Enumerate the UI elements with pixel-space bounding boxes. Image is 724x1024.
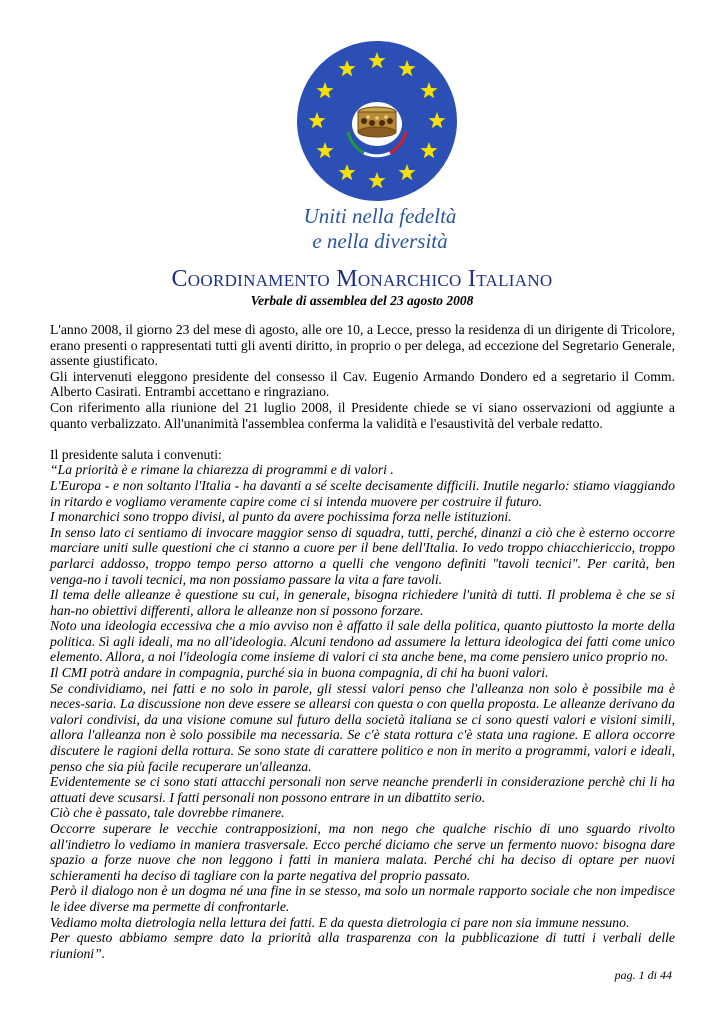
quote-paragraph: L'Europa - e non soltanto l'Italia - ha davanti a sé scelte decisamente difficili. Inutile negarlo: stiamo viaggiando in ritardo e vogliamo veramente capire come ci si intenda muovere per costruire il futuro. (50, 477, 675, 509)
motto-line-2: e nella diversità (312, 229, 448, 253)
quote-paragraph: Il CMI potrà andare in compagnia, purché sia in buona compagnia, di chi ha buoni valori. (50, 665, 549, 681)
cmi-logo (296, 40, 458, 202)
quote-paragraph: I monarchici sono troppo divisi, al punto da avere pochissima forza nelle istituzioni. (50, 509, 512, 525)
motto-line-1: Uniti nella fedeltà (303, 204, 457, 228)
iron-crown-icon (352, 102, 402, 146)
quote-paragraph: “La priorità è e rimane la chiarezza di programmi e di valori . (50, 462, 394, 478)
paragraph-greeting: Il presidente saluta i convenuti: (50, 446, 222, 462)
quote-paragraph: Per questo abbiamo sempre dato la priorità alla trasparenza con la pubblicazione di tutti i verbali delle riunioni”. (50, 930, 675, 961)
quote-paragraph: In senso lato ci sentiamo di invocare maggior senso di squadra, tutti, perché, dinanzi a ciò che è esterno occorre marciare uniti sulle questioni che ci stanno a cuore per il bene dell'Italia. Io vedo troppo chiacchiericcio, troppo parlarci addosso, troppo tempo perso attorno a quelli che vengono definiti "tavoli tecnici". Per carità, ben venga-no i tavoli tecnici, ma non possiamo passare la vita a fare tavoli. (50, 524, 675, 587)
quote-paragraph: Evidentemente se ci sono stati attacchi personali non serve neanche prenderli in considerazione perchè chi li ha attuati deve scusarsi. I fatti personali non possono entrare in un dibattito serio. (50, 774, 675, 805)
quote-paragraph: Noto una ideologia eccessiva che a mio avviso non è affatto il sale della politica, quanto piuttosto la morte della politica. Sì agli ideali, ma no all'ideologia. Alcuni tendono ad assumere la lettura ideologica dei fatti come unico elemento. Allora, a noi l'ideologia come insieme di valori ci sta anche bene, ma come pensiero unico proprio no. (50, 618, 675, 665)
quote-paragraph: Se condividiamo, nei fatti e no solo in parole, gli stessi valori penso che l'alleanza non solo è possibile ma è neces-saria. La discussione non deve essere se allearsi con questa o con quella proposta. Le alleanze derivano da valori condivisi, da una visione comune sul futuro della società italiana se ci sono questi valori e visioni simili, allora l'alleanza non è solo possibile ma necessaria. Se c'è stata rottura c'è stata una ragione. E allora occorre discutere le ragioni della rottura. Se sono state di carattere politico e non in merito a programmi, valori e ideali, penso che sia più facile recuperare un'alleanza. (50, 680, 675, 774)
paragraph-election: Gli intervenuti eleggono presidente del consesso il Cav. Eugenio Armando Dondero ed a segretario il Comm. Alberto Casirati. Entrambi accettano e ringraziano. (50, 368, 675, 400)
paragraph-opening: L'anno 2008, il giorno 23 del mese di agosto, alle ore 10, a Lecce, presso la residenza di un dirigente di Tricolore, erano presenti o rappresentati tutti gli aventi diritto, in proprio o per delega, ad eccezione del Segretario Generale, assente giustificato. (50, 322, 675, 369)
quote-paragraph: Il tema delle alleanze è questione su cui, in generale, bisogna richiedere l'unità di tutti. Il problema è che se si han-no obiettivi differenti, allora le alleanze non si possono forzare. (50, 587, 675, 618)
quote-paragraph: Però il dialogo non è un dogma né una fine in se stesso, ma solo un normale rapporto sociale che non impedisce le idee diverse ma permette di confrontarle. (50, 883, 675, 914)
quote-paragraph: Vediamo molta dietrologia nella lettura dei fatti. E da questa dietrologia ci pare non sia immune nessuno. (50, 914, 630, 930)
document-body (50, 322, 675, 961)
quote-paragraph: Ciò che è passato, tale dovrebbe rimanere. (50, 805, 285, 821)
page-title: Coordinamento Monarchico Italiano (171, 266, 553, 292)
page-number: pag. 1 di 44 (614, 968, 672, 982)
quote-paragraph: Occorre superare le vecchie contrapposizioni, ma non nego che qualche rischio di uno sguardo rivolto all'indietro lo vediamo in maniera trasversale. Ecco perché diciamo che serve un fermento nuovo: bisogna dare spazio a forze nuove che non leggono i fatti in maniera malata. Perché chi ha deciso di optare per nuovi schieramenti ha deciso di tagliare con la parte negativa del proprio passato. (50, 821, 675, 883)
paragraph-minutes: Con riferimento alla riunione del 21 luglio 2008, il Presidente chiede se vi siano osservazioni od aggiunte a quanto verbalizzato. All'unanimità l'assemblea conferma la validità e l'esaustività del verbale redatto. (50, 399, 675, 431)
document-subtitle: Verbale di assemblea del 23 agosto 2008 (250, 293, 474, 308)
